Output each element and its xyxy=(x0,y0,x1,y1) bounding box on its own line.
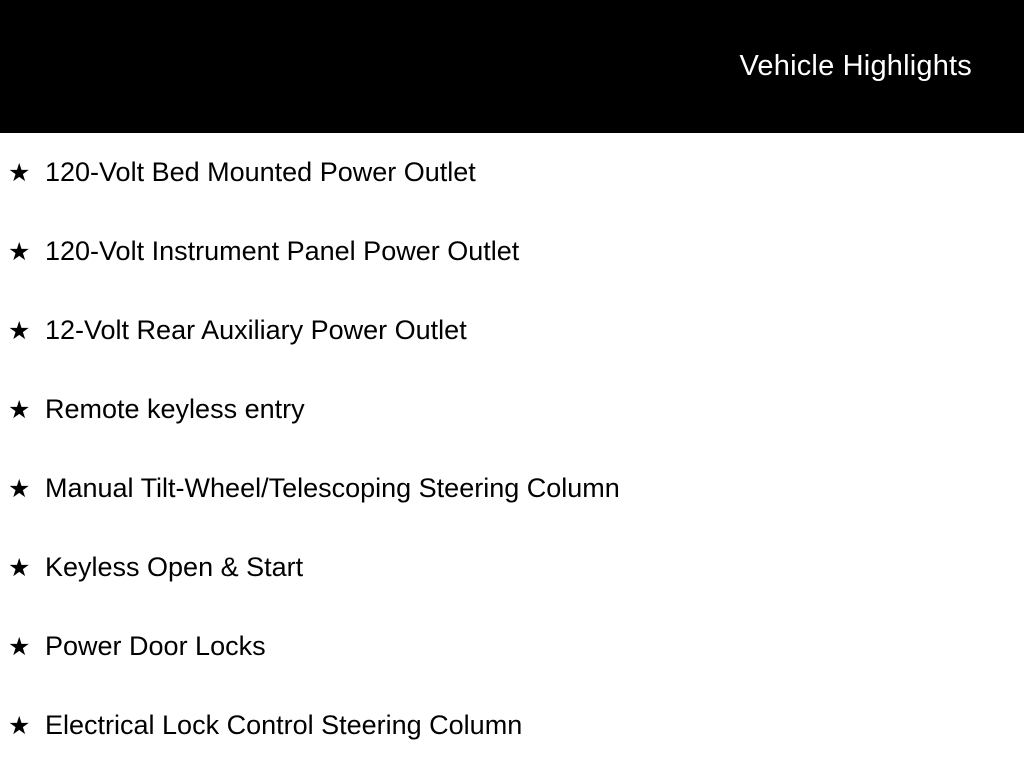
list-item-label: 12-Volt Rear Auxiliary Power Outlet xyxy=(45,315,467,345)
list-item-label: Electrical Lock Control Steering Column xyxy=(45,710,523,740)
list-item xyxy=(0,391,1024,427)
list-item xyxy=(0,549,1024,585)
star-icon: ★ xyxy=(8,475,31,503)
star-icon: ★ xyxy=(8,159,31,187)
highlights-list xyxy=(0,133,1024,743)
star-icon: ★ xyxy=(8,633,31,661)
star-icon: ★ xyxy=(8,396,31,424)
list-item-label: Power Door Locks xyxy=(45,631,266,661)
header-bar xyxy=(0,0,1024,133)
page-title: Vehicle Highlights xyxy=(739,50,972,82)
star-icon: ★ xyxy=(8,554,31,582)
list-item xyxy=(0,707,1024,743)
star-icon: ★ xyxy=(8,712,31,740)
list-item-label: 120-Volt Instrument Panel Power Outlet xyxy=(45,236,520,266)
star-icon: ★ xyxy=(8,238,31,266)
list-item xyxy=(0,470,1024,506)
list-item-label: Manual Tilt-Wheel/Telescoping Steering Column xyxy=(45,473,620,503)
list-item xyxy=(0,312,1024,348)
list-item xyxy=(0,233,1024,269)
list-item-label: Keyless Open & Start xyxy=(45,552,304,582)
list-item-label: 120-Volt Bed Mounted Power Outlet xyxy=(45,157,476,187)
star-icon: ★ xyxy=(8,317,31,345)
list-item-label: Remote keyless entry xyxy=(45,394,305,424)
list-item xyxy=(0,154,1024,190)
list-item xyxy=(0,628,1024,664)
